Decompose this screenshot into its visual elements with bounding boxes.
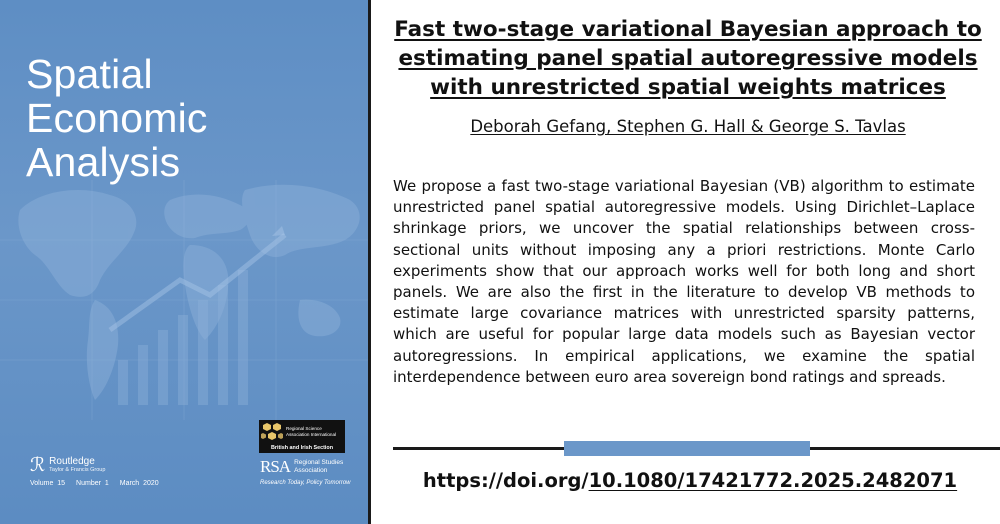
publisher-subtitle: Taylor & Francis Group [49, 467, 106, 473]
rsa-tagline: Research Today, Policy Tomorrow [260, 480, 351, 486]
issue-info [30, 480, 166, 487]
issue-date: March 2020 [119, 480, 159, 487]
publisher-name: Routledge [49, 456, 95, 467]
rsai-section-label: British and Irish Section [259, 444, 345, 453]
rsa-name-line: Regional Studies [294, 459, 344, 466]
doi-link[interactable]: 10.1080/17421772.2025.2482071 [588, 469, 958, 492]
journal-cover [0, 0, 368, 524]
doi-prefix: https://doi.org/ [422, 469, 589, 492]
hexagon-cluster-icon [261, 421, 283, 443]
journal-title-line: Economic [26, 95, 208, 141]
rsai-logo [259, 420, 345, 444]
rsa-name-line: Association [294, 467, 328, 474]
journal-title [26, 52, 356, 184]
issue-number: Number 1 [76, 480, 109, 487]
routledge-r-icon: ℛ [30, 455, 46, 476]
article-abstract: We propose a fast two-stage variational Bayesian (VB) algorithm to estimate unrestricted panel spatial autoregressive models. Using Dirichlet–Laplace shrinkage priors, we uncover the spatial relationships between cross-sectional units without imposing any a priori restrictions. Monte Carlo experiments show that our approach works well for both long and short panels. We are also the first in the literature to develop VB methods to estimate large covariance matrices with unrestricted sparsity patterns, which are useful for popular large data models such as Bayesian vector autoregressions. In empirical applications, we examine the spatial interdependence between euro area sovereign bond ratings and spreads. [393, 177, 975, 386]
journal-title-line: Analysis [26, 139, 181, 185]
journal-title-line: Spatial [26, 51, 153, 97]
rsa-mark: RSA [260, 457, 291, 476]
rsa-logo [260, 458, 343, 476]
doi-line [380, 467, 1000, 495]
article-title[interactable]: Fast two-stage variational Bayesian approach to estimating panel spatial autoregressive models with unrestricted spatial weights matrices [394, 17, 982, 100]
rule-accent-bar [564, 441, 810, 456]
article-authors[interactable]: Deborah Gefang, Stephen G. Hall & George S. Tavlas [470, 117, 906, 136]
routledge-logo [30, 456, 105, 475]
issue-volume: Volume 15 [30, 480, 66, 487]
rsai-text: Regional Science Association International [286, 426, 337, 437]
vertical-divider [368, 0, 371, 524]
